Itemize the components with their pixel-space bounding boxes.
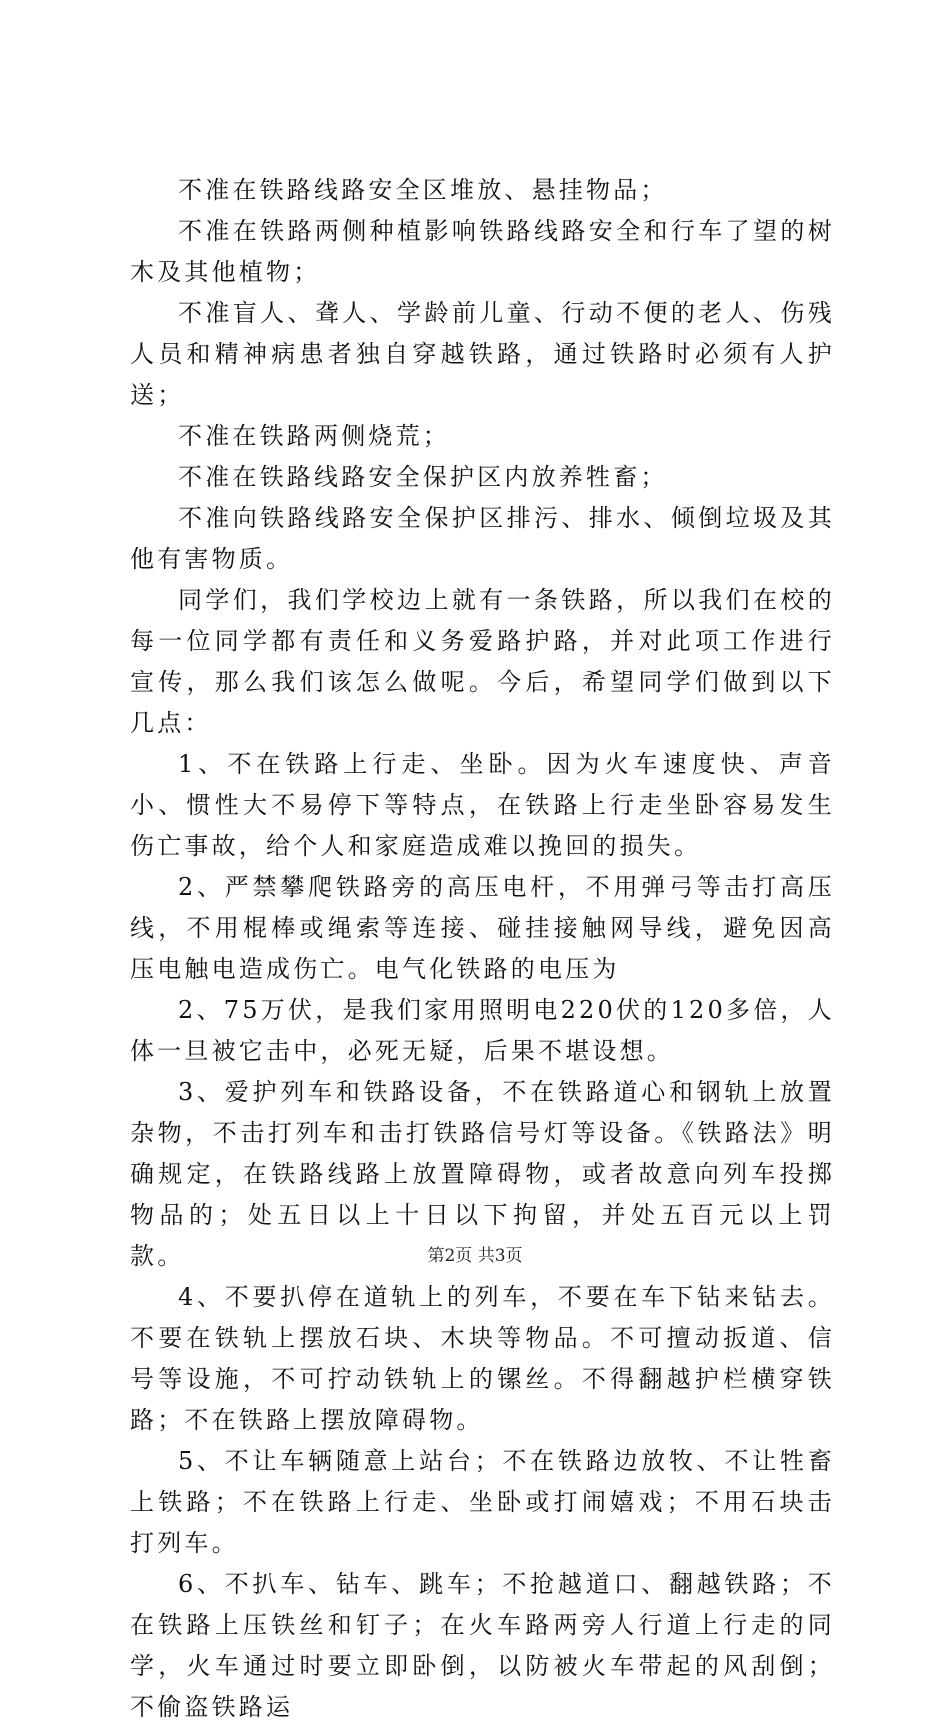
paragraph: 不准向铁路线路安全保护区排污、排水、倾倒垃圾及其他有害物质。 [130, 504, 835, 573]
paragraph: 4、不要扒停在道轨上的列车，不要在车下钻来钻去。不要在铁轨上摆放石块、木块等物品。不可擅动扳道、信号等设施，不可拧动铁轨上的镙丝。不得翻越护栏横穿铁路；不在铁路上摆放障碍物。 [130, 1283, 835, 1434]
paragraph: 不准盲人、聋人、学龄前儿童、行动不便的老人、伤残人员和精神病患者独自穿越铁路，通过铁路时必须有人护送； [130, 299, 835, 409]
paragraph: 5、不让车辆随意上站台；不在铁路边放牧、不让牲畜上铁路；不在铁路上行走、坐卧或打闹嬉戏；不用石块击打列车。 [130, 1447, 835, 1557]
paragraph: 6、不扒车、钻车、跳车；不抢越道口、翻越铁路；不在铁路上压铁丝和钉子；在火车路两旁人行道上行走的同学，火车通过时要立即卧倒，以防被火车带起的风刮倒；不偷盗铁路运 [130, 1570, 835, 1721]
paragraph: 2、75万伏，是我们家用照明电220伏的120多倍，人体一旦被它击中，必死无疑，后果不堪设想。 [130, 996, 835, 1065]
paragraph: 3、爱护列车和铁路设备，不在铁路道心和钢轨上放置杂物，不击打列车和击打铁路信号灯等设备。《铁路法》明确规定，在铁路线路上放置障碍物，或者故意向列车投掷物品的；处五日以上十日以下拘留，并处五百元以上罚款。 [130, 1078, 835, 1270]
paragraph: 不准在铁路两侧种植影响铁路线路安全和行车了望的树木及其他植物； [130, 217, 835, 286]
page-number-footer: 第2页 共3页 [427, 1246, 523, 1266]
paragraph: 同学们，我们学校边上就有一条铁路，所以我们在校的每一位同学都有责任和义务爱路护路，并对此项工作进行宣传，那么我们该怎么做呢。今后，希望同学们做到以下几点： [130, 586, 835, 737]
paragraph: 不准在铁路两侧烧荒； [178, 422, 450, 450]
document-body [130, 170, 835, 1728]
paragraph: 不准在铁路线路安全区堆放、悬挂物品； [178, 176, 668, 204]
paragraph: 2、严禁攀爬铁路旁的高压电杆，不用弹弓等击打高压线，不用棍棒或绳索等连接、碰挂接触网导线，避免因高压电触电造成伤亡。电气化铁路的电压为 [130, 873, 835, 983]
paragraph: 不准在铁路线路安全保护区内放养牲畜； [178, 463, 668, 491]
paragraph: 1、不在铁路上行走、坐卧。因为火车速度快、声音小、惯性大不易停下等特点，在铁路上行走坐卧容易发生伤亡事故，给个人和家庭造成难以挽回的损失。 [130, 750, 835, 860]
